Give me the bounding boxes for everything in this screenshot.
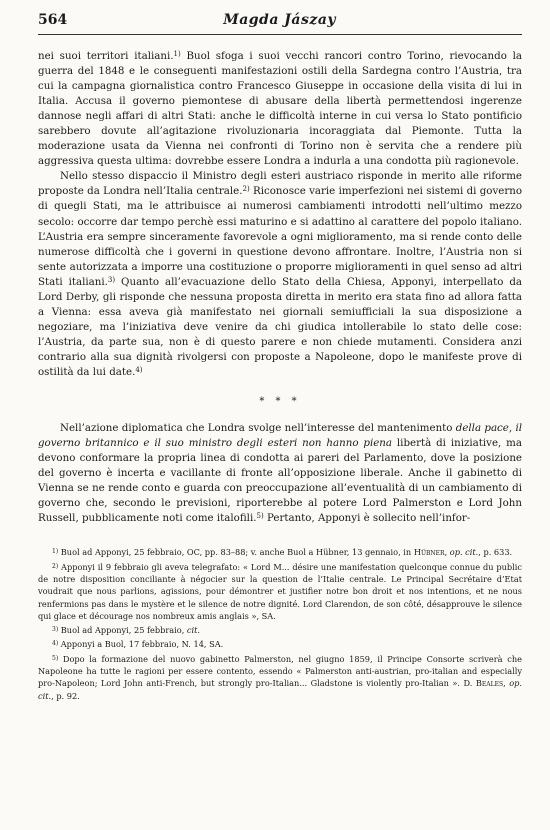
footnote-marker: 3) [107, 275, 116, 284]
footnote-marker: 1) [52, 548, 59, 556]
text-run: , p. 633. [478, 547, 513, 558]
text-run: Apponyi a Buol, 17 febbraio, N. 14, SA. [58, 639, 224, 650]
footnote [38, 561, 522, 622]
author-name: Beales [475, 678, 504, 689]
text-run: Apponyi il 9 febbraio gli aveva telegrafato: « Lord M... désire une manifestation quelconque connue du public de notre disposition conciliante à négocier sur la question de l’Italie centrale. Le Principal Secrétaire d’Etat voudrait que nous parlions, agissions, pour démontrer et justifier notre bon droit et nos intentions, et ne nous renfermions pas dans le mystère et le silence de notre dignité. Lord Clarendon, de son côté, désapprouve le silence qui glace et décourage nos nombreux amis anglais », SA. [38, 561, 522, 621]
footnote-marker: 3) [52, 626, 59, 634]
footnote [38, 546, 522, 558]
footnote [38, 624, 522, 636]
italic-text: cit. [186, 625, 201, 636]
section-separator: * * * [259, 396, 301, 408]
body-paragraph [38, 49, 522, 169]
text-run: , [444, 547, 450, 558]
italic-text: della pace, il governo britannico e il suo ministro degli esteri non hanno piena [38, 422, 522, 450]
footnote-marker: 1) [173, 50, 181, 58]
footnote-marker: 2) [52, 562, 59, 570]
footnote [38, 653, 522, 702]
author-name: Hübner [413, 547, 445, 558]
page-number: 564 [38, 12, 68, 28]
footnote-marker: 4) [52, 640, 59, 648]
text-run: , p. 92. [51, 690, 80, 701]
text-run: Pertanto, Apponyi è sollecito nell’infor- [263, 512, 471, 525]
footnotes [38, 546, 522, 702]
text-run: , [503, 678, 510, 689]
footnote-marker: 2) [242, 185, 250, 194]
text-run: Nello stesso dispaccio il Ministro degli esteri austriaco risponde in merito alle riforme proposte da Londra nell’Italia centrale. [38, 170, 522, 198]
running-head: Magda Jászay [223, 12, 337, 28]
body-paragraph [38, 169, 522, 380]
text-run: Buol ad Apponyi, 25 febbraio, OC, pp. 83–88; v. anche Buol a Hübner, 13 gennaio, in [58, 547, 414, 558]
text-run: Buol ad Apponyi, 25 febbraio, [58, 625, 187, 636]
italic-text: op. cit. [449, 547, 479, 558]
page-header [38, 12, 522, 35]
text-run: Dopo la formazione del nuovo gabinetto Palmerston, nel giugno 1859, il Principe Consorte scriverà che Napoleone ha tutte le ragioni per essere contento, essendo « Palmerston anti-austrian, pro-italian and especially pro-Napoleon; Lord John anti-French, but strongly pro-Italian... Gladstone is violently pro-Italian ». D. [38, 653, 522, 689]
footnote-marker: 5) [256, 512, 264, 521]
book-page [38, 12, 522, 704]
main-text [38, 49, 522, 526]
text-run: Nell’azione diplomatica che Londra svolge nell’interesse del mantenimento [60, 422, 456, 435]
footnote-marker: 5) [52, 654, 59, 662]
text-run: nei suoi territori italiani. [38, 50, 174, 62]
text-run: libertà di iniziative, ma devono conformare la propria linea di condotta ai pareri del Parlamento, dove la posizione del governo è incerta e vacillante di fronte all’opposizione liberale. Anche il gabinetto di Vienna se ne rende conto e guarda con preoccupazione all’eventualità di un cambiamento di governo che, secondo le previsioni, riporterebbe al potere Lord Palmerston e Lord John Russell, pubblicamente noti come italofili. [38, 437, 522, 525]
text-run: Riconosce varie imperfezioni nei sistemi di governo di quegli Stati, ma le attribuisce ai numerosi cambiamenti introdotti nell’ultimo mezzo secolo: occorre dar tempo perchè essi maturino e si adattino al carattere del popolo italiano. L’Austria era sempre sinceramente favorevole a ogni miglioramento, ma si rende conto delle numerose difficoltà che i governi in questione devono affrontare. Inoltre, l’Austria non si sente autorizzata a imporre una costituzione o proporre miglioramenti in quel senso ad altri Stati italiani. [38, 185, 523, 288]
text-run: Quanto all’evacuazione dello Stato della Chiesa, Apponyi, interpellato da Lord Derby, gli risponde che nessuna proposta diretta in merito era stata fino ad allora fatta a Vienna: essa aveva già manifestato nei giornali semiufficiali la sua disposizione a negoziare, ma l’iniziativa deve venire da chi giudica intollerabile lo stato delle cose: l’Austria, da parte sua, non è di questo parere e non chiede mutamenti. Considera anzi contrario alla sua dignità rivolgersi con proposte a Napoleone, dopo le manifeste prove di ostilità da lui date. [38, 275, 522, 378]
footnote-marker: 4) [135, 365, 143, 374]
footnote [38, 638, 522, 650]
italic-text: op. cit. [38, 678, 522, 701]
body-paragraph [38, 421, 522, 526]
text-run: Buol sfoga i suoi vecchi rancori contro Torino, rievocando la guerra del 1848 e le conseguenti manifestazioni ostili della Sardegna contro l’Austria, tra cui la campagna giornalistica contro Francesco Giuseppe in occasione della visita di lui in Italia. Accusa il governo piemontese di abusare della libertà permettendosi ingerenze dannose negli affari di altri Stati: anche le difficoltà interne in cui versa lo Stato pontificio sarebbero dovute all’agitazione rivoluzionaria incoraggiata dal Piemonte. Tutta la moderazione usata da Vienna nei confronti di Torino non è servita che a rendere più aggressiva questa ultima: dovrebbe essere Londra a indurla a una condotta più ragionevole. [38, 50, 523, 168]
